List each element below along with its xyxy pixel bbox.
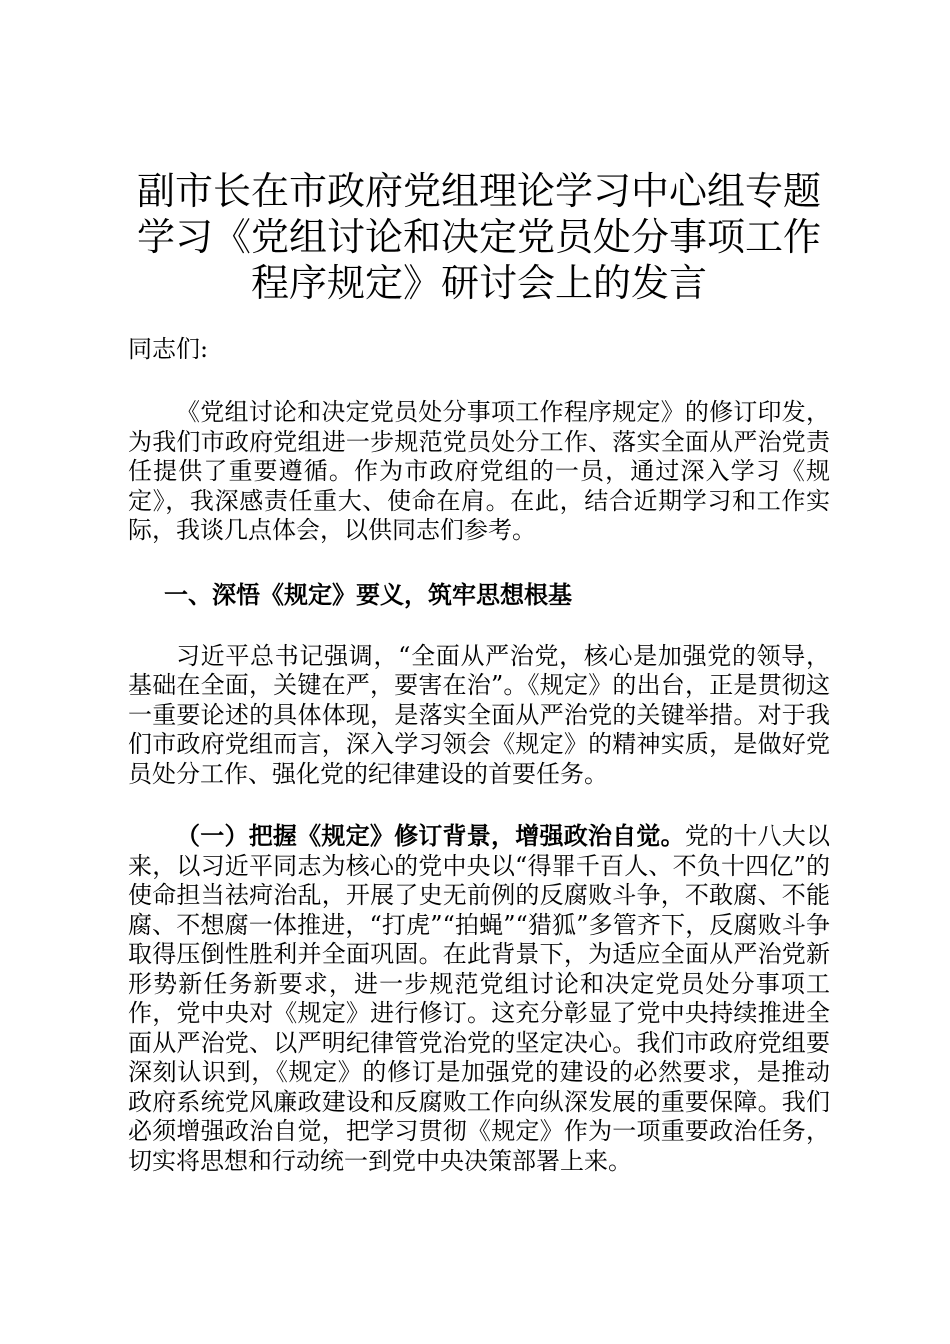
- section-paragraph: 习近平总书记强调，“全面从严治党，核心是加强党的领导，基础在全面，关键在严，要害在治”。《规定》的出台，正是贯彻这一重要论述的具体体现，是落实全面从严治党的关键举措。对于我们市政府党组而言，深入学习领会《规定》的精神实质，是做好党员处分工作、强化党的纪律建设的首要任务。: [128, 641, 830, 788]
- document-title: 副市长在市政府党组理论学习中心组专题学习《党组讨论和决定党员处分事项工作程序规定》研讨会上的发言: [136, 169, 821, 305]
- greeting: 同志们:: [128, 335, 209, 363]
- intro-paragraph: 《党组讨论和决定党员处分事项工作程序规定》的修订印发，为我们市政府党组进一步规范党员处分工作、落实全面从严治党责任提供了重要遵循。作为市政府党组的一员，通过深入学习《规定》，我深感责任重大、使命在肩。在此，结合近期学习和工作实际，我谈几点体会，以供同志们参考。: [128, 398, 830, 544]
- subsection-paragraph: [128, 821, 830, 1176]
- section-heading: 一、深悟《规定》要义，筑牢思想根基: [164, 579, 572, 609]
- document-page: [128, 168, 830, 1176]
- subsection-body: 党的十八大以来，以习近平同志为核心的党中央以“得罪千百人、不负十四亿”的使命担当祛疴治乱，开展了史无前例的反腐败斗争，不敢腐、不能腐、不想腐一体推进，“打虎”“拍蝇”“猎狐”多管齐下，反腐败斗争取得压倒性胜利并全面巩固。在此背景下，为适应全面从严治党新形势新任务新要求，进一步规范党组讨论和决定党员处分事项工作，党中央对《规定》进行修订。这充分彰显了党中央持续推进全面从严治党、以严明纪律管党治党的坚定决心。我们市政府党组要深刻认识到，《规定》的修订是加强党的建设的必然要求，是推动政府系统党风廉政建设和反腐败工作向纵深发展的重要保障。我们必须增强政治自觉，把学习贯彻《规定》作为一项重要政治任务，切实将思想和行动统一到党中央决策部署上来。: [128, 822, 831, 1175]
- subsection-lead: （一）把握《规定》修订背景，增强政治自觉。: [176, 821, 685, 850]
